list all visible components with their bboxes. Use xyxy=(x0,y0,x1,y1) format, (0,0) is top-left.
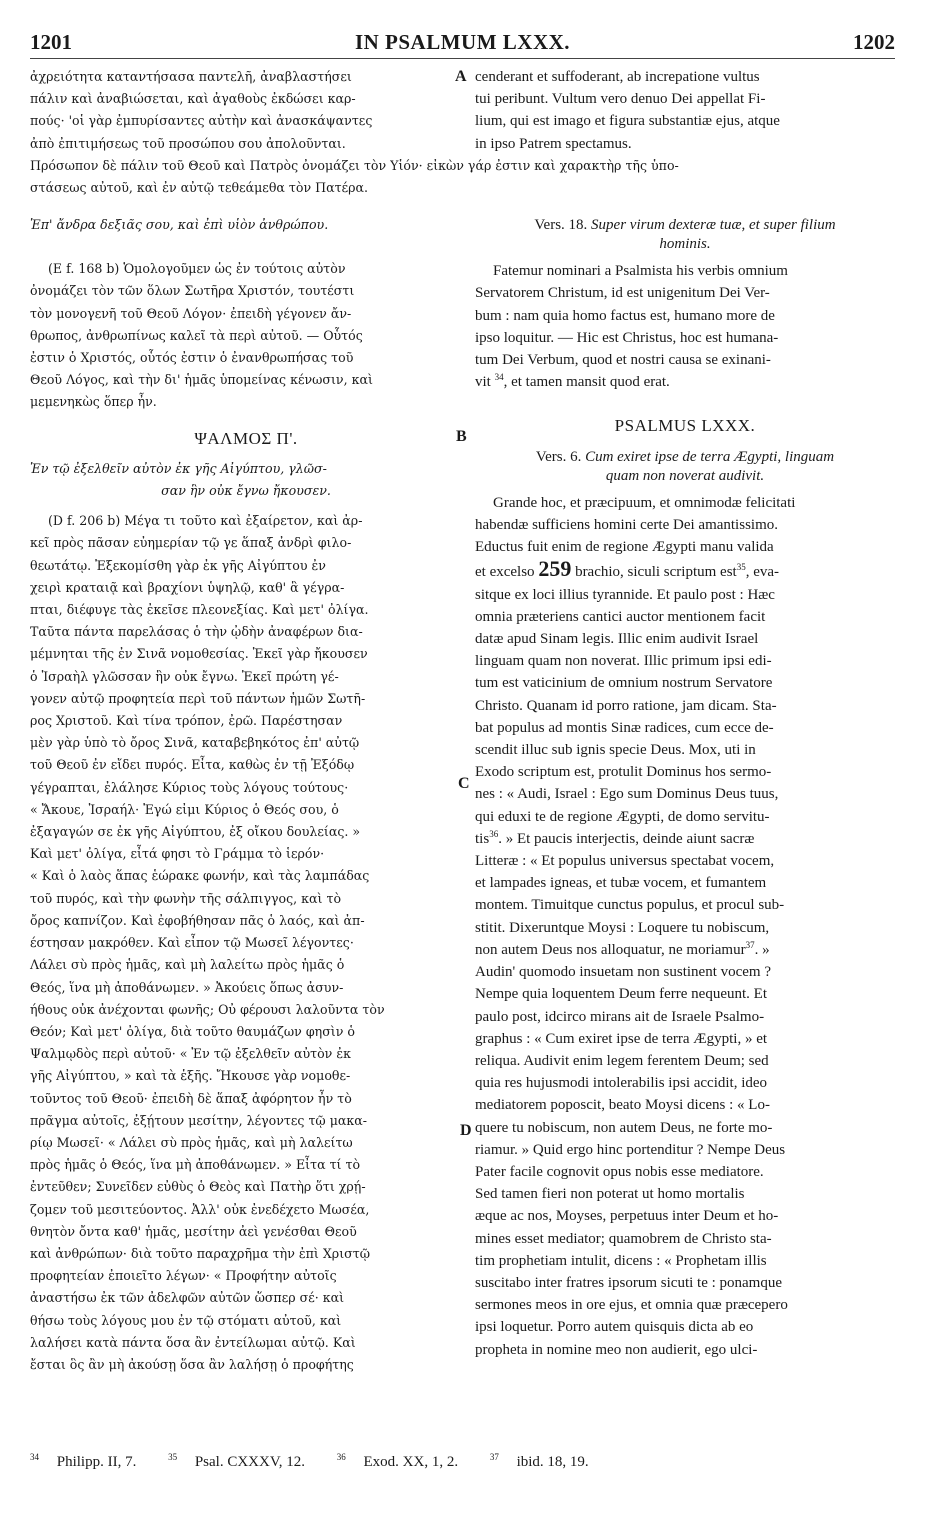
latin-line: Sed tamen fieri non poterat ut homo mortalis xyxy=(475,1186,745,1203)
latin-line: cenderant et suffoderant, ab increpatione vultus xyxy=(475,69,760,85)
greek-line: πάλιν καὶ ἀναβιώσεται, καὶ ἀγαθοὺς ἐκδώσει καρ- xyxy=(30,91,356,107)
latin-line: Grande hoc, et præcipuum, et omnimodæ felicitati xyxy=(493,494,796,511)
greek-line: μεμενηκὼς ὅπερ ἦν. xyxy=(30,394,157,410)
greek-line: Ψαλμῳδὸς περὶ αὐτοῦ· « Ἐν τῷ ἐξελθεῖν αὐτὸν ἐκ xyxy=(30,1046,351,1062)
latin-line: Litteræ : « Et populus universus spectabat vocem, xyxy=(475,853,775,870)
verse-label: Vers. 18. xyxy=(534,217,588,233)
latin-line: Exodo scriptum est, protulit Dominus hos sermo- xyxy=(475,764,772,781)
page-number-right: 1202 xyxy=(853,30,895,54)
latin-verse-6 xyxy=(475,446,895,468)
greek-span-line: στάσεως αὐτοῦ, καὶ ἐν αὐτῷ τεθεάμεθα τὸν Πατέρα. xyxy=(30,180,369,195)
latin-line: bum : nam quia homo factus est, humano more de xyxy=(475,307,775,324)
latin-line: omnia præteriens cantici auctor mentionem facit xyxy=(475,608,766,625)
footnote-text: Psal. CXXXV, 12. xyxy=(194,1454,305,1470)
latin-text: , et tamen mansit quod erat. xyxy=(503,374,670,391)
footnote-number: 35 xyxy=(168,1452,178,1462)
latin-line xyxy=(475,939,895,961)
greek-line: κεῖ πρὸς πᾶσαν εὐημερίαν τῷ γε ἅπαξ ἀνδρὶ φιλο- xyxy=(30,535,352,551)
latin-line: suscitabo inter fratres ipsorum sicuti te : ponamque xyxy=(475,1274,783,1291)
latin-line: lium, qui est imago et figura substantiæ ejus, atque xyxy=(475,113,780,130)
latin-column-top xyxy=(475,66,895,155)
greek-verse-6: σαν ἣν οὐκ ἔγνω ἤκουσεν. xyxy=(161,483,331,499)
greek-line: ἐστιν ὁ Χριστός, οὗτός ἐστιν ὁ ἐνανθρωπήσας τοῦ xyxy=(30,350,354,366)
latin-line: mines esset mediator; quamobrem de Christo sta- xyxy=(475,1230,772,1247)
latin-line: Audin' quomodo insuetam non sustinent vocem ? xyxy=(475,964,772,981)
section-marker-a: A xyxy=(455,68,467,85)
greek-line: Καὶ μετ' ὀλίγα, εἶτά φησι τὸ Γράμμα τὸ ἱερόν· xyxy=(30,846,325,862)
latin-verse-18 xyxy=(475,214,895,236)
footnote xyxy=(337,1454,472,1470)
greek-line: ἀναστήσω ἐκ τῶν ἀδελφῶν αὐτῶν ὥσπερ σέ· καὶ xyxy=(30,1290,345,1306)
greek-line: θνητὸν ὄντα καθ' ἡμᾶς, μεσίτην ἀεὶ γενέσθαι Θεοῦ xyxy=(30,1223,357,1239)
greek-span-line: Πρόσωπον δὲ πάλιν τοῦ Θεοῦ καὶ Πατρὸς ὀνομάζει τὸν Υἱόν· εἰκὼν γάρ ἐστιν καὶ χαρακτὴρ τῆς ὑπο- xyxy=(30,158,679,173)
latin-line: Servatorem Christum, id est unigenitum Dei Ver- xyxy=(475,285,770,302)
footnote-ref: 35 xyxy=(736,562,746,573)
latin-line: datæ apud Sinam legis. Illic enim audivit Israel xyxy=(475,631,759,648)
greek-line: Θεόν; Καὶ μετ' ὀλίγα, διὰ τοῦτο θαυμάζων φησὶν ὁ xyxy=(30,1023,355,1039)
greek-line: καὶ ἀνθρώπων· διὰ τοῦτο παραχρῆμα τὴν ἐπὶ Χριστῷ xyxy=(30,1245,370,1261)
latin-line xyxy=(475,558,895,583)
greek-line: τοῦντος τοῦ Θεοῦ· ἐπειδὴ δὲ ἅπαξ ἀφόρητον ἦν τὸ xyxy=(30,1090,352,1106)
verse-text: Super virum dexteræ tuæ, et super filium xyxy=(591,217,836,233)
latin-line: tum Dei Verbum, quod et nostri causa se exinani- xyxy=(475,352,771,369)
greek-line: πρὸς ἡμᾶς ὁ Θεός, ἵνα μὴ ἀποθάνωμεν. » Εἶτα τί τὸ xyxy=(30,1157,361,1173)
greek-line: Θεοῦ Λόγος, καὶ τὴν δι' ἡμᾶς ὑπομείνας κένωσιν, καὶ xyxy=(30,372,373,388)
latin-line: graphus : « Cum exiret ipse de terra Ægypti, » et xyxy=(475,1030,768,1047)
latin-line: Christo. Quanam id porro ratione, jam dicam. Sta- xyxy=(475,697,777,714)
latin-text: . » Et paucis interjectis, deinde aiunt sacræ xyxy=(498,830,755,847)
latin-line: Pater facile cognovit opus nobis esse mediatore. xyxy=(475,1163,764,1180)
greek-verse-6: Ἐν τῷ ἐξελθεῖν αὐτὸν ἐκ γῆς Αἰγύπτου, γλῶσ- xyxy=(30,460,327,476)
greek-line: χειρὶ κραταιᾷ καὶ βραχίονι ὑψηλῷ, καθ' ἃ γέγρα- xyxy=(30,579,345,595)
latin-line: riamur. » Quid ergo hinc portenditur ? Nempe Deus xyxy=(475,1141,786,1158)
latin-line: tui peribunt. Vultum vero denuo Dei appellat Fi- xyxy=(475,91,766,108)
latin-line: bat populus ad montis Sinæ radices, cum ecce de- xyxy=(475,719,774,736)
greek-line: « Καὶ ὁ λαὸς ἅπας ἑώρακε φωνήν, καὶ τὰς λαμπάδας xyxy=(30,868,370,884)
latin-line: stitit. Dixeruntque Moysi : Loquere tu nobiscum, xyxy=(475,919,770,936)
verse-label: Vers. 6. xyxy=(535,448,582,465)
latin-line: nes : « Audi, Israel : Ego sum Dominus Deus tuus, xyxy=(475,786,779,803)
footnote-ref: 36 xyxy=(489,828,499,839)
footnote-text: Philipp. II, 7. xyxy=(56,1454,137,1470)
latin-line: Fatemur nominari a Psalmista his verbis omnium xyxy=(493,263,788,280)
latin-text: vit xyxy=(475,374,491,391)
greek-line: ζομεν τοῦ μεσιτεύοντος. Ἀλλ' οὐκ ἐνεδέχετο Μωσέα, xyxy=(30,1201,370,1217)
greek-line: ἀχρειότητα καταντήσασα παντελῆ, ἀναβλαστήσει xyxy=(30,69,352,84)
column-number: 259 xyxy=(538,556,572,582)
latin-line: scendit illuc sub ignis specie Deus. Mox, uti in xyxy=(475,742,756,759)
greek-line: τὸν μονογενῆ τοῦ Θεοῦ Λόγον· ἐπειδὴ γέγονεν ἄν- xyxy=(30,305,352,321)
greek-line: τοῦ Θεοῦ ἐν εἴδει πυρός. Εἶτα, καθὼς ἐν τῇ Ἐξόδῳ xyxy=(30,757,355,773)
latin-line: et lampades igneas, et tubæ vocem, et fumantem xyxy=(475,875,767,892)
greek-line: λαλήσει κατὰ πάντα ὅσα ἂν ἐντείλωμαι αὐτῷ. Καὶ xyxy=(30,1334,356,1350)
greek-line: θρωπος, ἀνθρωπίνως καλεῖ τὰ περὶ αὐτοῦ. — Οὗτός xyxy=(30,327,363,343)
latin-line: propheta in nomine meo non audierit, ego ulci- xyxy=(475,1341,758,1358)
latin-line: tim prophetiam intulit, dicens : « Prophetam illis xyxy=(475,1252,767,1269)
page-header xyxy=(30,30,895,60)
latin-psalm-heading: PSALMUS LXXX. xyxy=(614,416,756,436)
footnotes xyxy=(30,1454,895,1471)
latin-text: , eva- xyxy=(745,564,780,581)
section-marker-c: C xyxy=(458,775,470,792)
latin-line: quia res hujusmodi intolerabilis ipsi accidit, ideo xyxy=(475,1075,768,1092)
footnote-number: 34 xyxy=(30,1452,39,1462)
latin-line: sermones meos in ore ejus, et omnia quæ præcepero xyxy=(475,1297,788,1314)
latin-line: sitque ex loci illius tyrannide. Et paulo post : Hæc xyxy=(475,586,775,603)
greek-line: ὀνομάζει τὸν τῶν ὅλων Σωτῆρα Χριστόν, τουτέστι xyxy=(30,283,355,299)
footnote xyxy=(490,1454,603,1470)
latin-line xyxy=(475,371,895,393)
footnote-text: ibid. 18, 19. xyxy=(516,1454,589,1470)
latin-verse-6-cont: quam non noverat audivit. xyxy=(605,467,765,484)
greek-line: ρίῳ Μωσεῖ· « Λάλει σὺ πρὸς ἡμᾶς, καὶ μὴ λαλείτω xyxy=(30,1134,353,1150)
greek-line: γονεν αὐτῷ προφητεία περὶ τοῦ πάντων ἡμῶν Σωτῆ- xyxy=(30,690,366,706)
greek-line: ήθους οὐκ ἀνέχονται φωνῆς; Οὐ φέρουσι λαλοῦντα τὸν xyxy=(30,1001,385,1017)
greek-line: ἐξαγαγών σε ἐκ γῆς Αἰγύπτου, ἐξ οἴκου δουλείας. » xyxy=(30,824,361,840)
greek-line: (E f. 168 b) Ὁμολογοῦμεν ὡς ἐν τούτοις αὐτὸν xyxy=(48,261,346,277)
footnote-text: Exod. XX, 1, 2. xyxy=(363,1454,459,1470)
greek-verse-18: Ἐπ' ἄνδρα δεξιᾶς σου, καὶ ἐπὶ υἱὸν ἀνθρώπου. xyxy=(30,217,329,232)
footnote xyxy=(168,1454,319,1470)
greek-line: θεωτάτῳ. Ἐξεκομίσθη γὰρ ἐκ γῆς Αἰγύπτου ἐν xyxy=(30,557,326,573)
latin-line: mediatorem poposcit, beato Moysi dicens : « Lo- xyxy=(475,1097,770,1114)
greek-line: ἔσται ὃς ἂν μὴ ἀκούσῃ ὅσα ἂν λαλήσῃ ὁ προφήτης xyxy=(30,1356,354,1372)
latin-line: ipsi loquetur. Porro autem quisquis dicta ab eo xyxy=(475,1319,754,1336)
latin-line: paulo post, idcirco mirans ait de Israele Psalmo- xyxy=(475,1008,765,1025)
greek-line: έστησαν μακρόθεν. Καὶ εἶπον τῷ Μωσεῖ λέγοντες· xyxy=(30,935,354,951)
latin-line: montem. Timuitque cunctus populus, et procul sub- xyxy=(475,897,785,914)
greek-column-top xyxy=(30,66,462,155)
latin-line: habendæ sufficiens homini certe Dei amantissimo. xyxy=(475,517,778,534)
greek-line: τοῦ πυρός, καὶ τὴν φωνὴν τῆς σάλπιγγος, καὶ τὸ xyxy=(30,890,342,906)
latin-line: quere tu nobiscum, non autem Deus, ne forte mo- xyxy=(475,1119,773,1136)
latin-text: . » xyxy=(754,941,770,958)
greek-line: μέμνηται τῆς ἐν Σινᾶ νομοθεσίας. Ἐκεῖ γὰρ ἤκουσεν xyxy=(30,646,368,662)
greek-line: Ταῦτα πάντα παρελάσας ὁ τὴν ᾠδὴν ἀναφέρων δια- xyxy=(30,624,363,640)
footnote-ref: 34 xyxy=(494,372,504,383)
greek-line: ἐντεῦθεν; Συνεῖδεν εὐθὺς ὁ Θεὸς καὶ Πατὴρ ὅτι χρῄ- xyxy=(30,1179,366,1195)
greek-line: πούς· 'οἱ γὰρ ἐμπυρίσαντες αὐτὴν καὶ ἀνασκάψαντες xyxy=(30,113,373,129)
latin-line: æque ac nos, Moyses, perpetuus inter Deum et ho- xyxy=(475,1208,779,1225)
latin-text: et excelso xyxy=(475,564,535,581)
footnote xyxy=(30,1454,150,1470)
latin-column-mid xyxy=(475,214,895,1361)
latin-line: Nempe quia loquentem Deum ferre nequeunt. Et xyxy=(475,986,767,1003)
greek-line: Λάλει σὺ πρὸς ἡμᾶς, καὶ μὴ λαλείτω πρὸς ἡμᾶς ὁ xyxy=(30,957,345,973)
greek-line: ὁ Ἰσραὴλ γλῶσσαν ἣν οὐκ ἔγνω. Ἐκεῖ πρώτη γέ- xyxy=(30,668,339,684)
greek-line: προφητείαν ἐποιεῖτο λέγων· « Προφήτην αὐτοῖς xyxy=(30,1268,337,1284)
greek-psalm-heading: ΨΑΛΜΟΣ Π'. xyxy=(194,428,298,448)
page-number-left: 1201 xyxy=(30,30,72,54)
greek-line: μὲν γὰρ ὑπὸ τὸ ὄρος Σινᾶ, καταβεβηκότος ἐπ' αὐτῷ xyxy=(30,735,360,751)
latin-line xyxy=(475,828,895,850)
header-rule xyxy=(30,58,895,59)
greek-line: πρᾶγμα αὐτοῖς, ἐξῄτουν μεσίτην, λέγοντες τῷ μακα- xyxy=(30,1112,368,1128)
latin-line: ipso loquitur. — Hic est Christus, hoc est humana- xyxy=(475,329,779,346)
greek-line: Θεός, ἵνα μὴ ἀποθάνωμεν. » Ἀκούεις ὅπως ἀσυν- xyxy=(30,979,344,995)
greek-line: (D f. 206 b) Μέγα τι τοῦτο καὶ ἐξαίρετον, καὶ ἀρ- xyxy=(48,513,363,529)
latin-line: Eductus fuit enim de regione Ægypti manu valida xyxy=(475,539,774,556)
footnote-number: 37 xyxy=(489,1452,499,1462)
latin-verse-18-cont: hominis. xyxy=(659,236,711,253)
footnote-ref: 37 xyxy=(745,939,755,950)
section-marker-d: D xyxy=(460,1122,472,1139)
latin-text: brachio, siculi scriptum est xyxy=(575,564,737,581)
greek-line: γέγραπται, ἐλάλησε Κύριος τοὺς λόγους τούτους· xyxy=(30,779,349,795)
greek-column-mid xyxy=(30,214,462,1376)
section-marker-b: B xyxy=(456,428,467,445)
greek-line: « Ἄκουε, Ἰσραήλ· Ἐγώ εἰμι Κύριος ὁ Θεός σου, ὁ xyxy=(30,801,339,817)
latin-line: qui eduxi te de regione Ægypti, de domo servitu- xyxy=(475,808,770,825)
greek-line: ρος Χριστοῦ. Καὶ τίνα τρόπον, ἐρῶ. Παρέστησαν xyxy=(30,713,343,729)
footnote-number: 36 xyxy=(336,1452,346,1462)
latin-line: in ipso Patrem spectamus. xyxy=(475,135,632,152)
running-title: IN PSALMUM LXXX. xyxy=(354,30,571,54)
latin-line: reliqua. Audivit enim legem ferentem Deum; sed xyxy=(475,1052,769,1069)
verse-text: Cum exiret ipse de terra Ægypti, linguam xyxy=(585,448,835,465)
latin-text: tis xyxy=(475,830,490,847)
greek-line: πται, διέφυγε τὰς ἐκεῖσε πλεονεξίας. Καὶ μετ' ὀλίγα. xyxy=(30,602,369,618)
latin-line: linguam quam non noverat. Illic primum ipsi edi- xyxy=(475,653,772,670)
latin-line: tum est vaticinium de omnium nostrum Servatore xyxy=(475,675,773,692)
greek-line: ὄρος καπνίζον. Καὶ ἐφοβήθησαν πᾶς ὁ λαός, καὶ ἀπ- xyxy=(30,912,365,928)
greek-line: γῆς Αἰγύπτου, » καὶ τὰ ἑξῆς. Ἤκουσε γὰρ νομοθε- xyxy=(30,1068,351,1084)
greek-line: ἀπὸ ἐπιτιμήσεως τοῦ προσώπου σου ἀπολοῦνται. xyxy=(30,135,346,151)
latin-text: non autem Deus nos alloquatur, ne moriamur xyxy=(475,941,746,958)
greek-line: θήσω τοὺς λόγους μου ἐν τῷ στόματι αὐτοῦ, καὶ xyxy=(30,1312,342,1328)
